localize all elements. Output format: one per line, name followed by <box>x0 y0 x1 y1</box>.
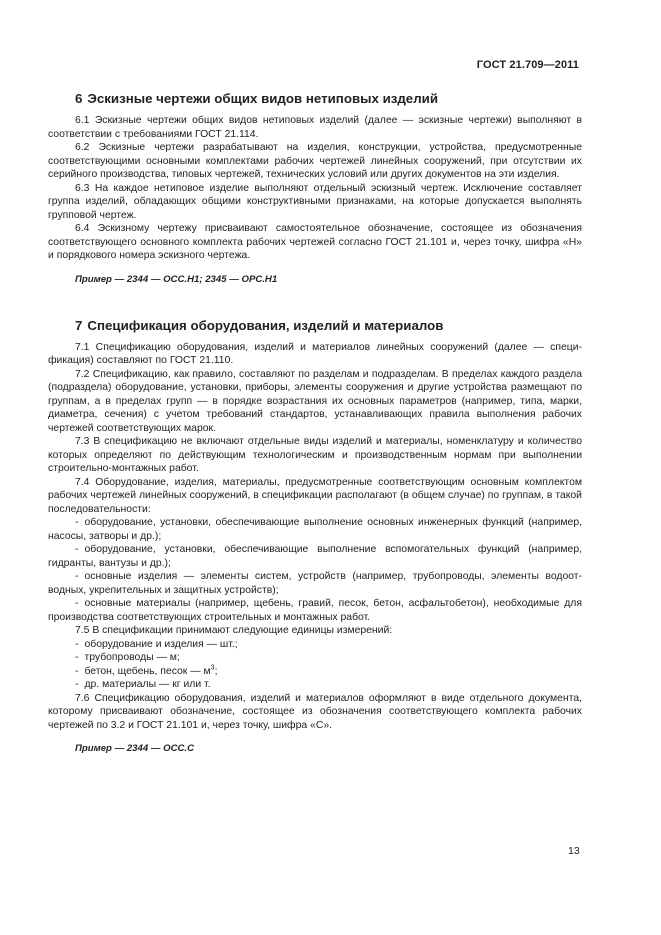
paragraph-6-1: 6.1 Эскизные чертежи общих видов нетиповых изделий (далее — эскизные чертежи) выполняют в соответствии с требованиями ГОСТ 21.114. <box>48 115 582 140</box>
unit-item: - др. материалы — кг или т. <box>75 679 211 690</box>
section-7 <box>48 318 582 756</box>
section-7-title: Спецификация оборудования, изделий и материалов <box>87 317 444 333</box>
paragraph-6-4: 6.4 Эскизному чертежу присваивают самостоятельное обозначение, состоящее из обозначения соответствующего основного комплекта рабочих чертежей согласно ГОСТ 21.101 и, через точку, шифра «Н» и порядкового номера эскизного чертежа. <box>48 223 582 261</box>
paragraph-7-5: 7.5 В спецификации принимают следующие единицы измерений: <box>75 625 393 636</box>
unit-item: - бетон, щебень, песок — $м^3$; <box>75 664 218 677</box>
paragraph-7-4: 7.4 Оборудование, изделия, материалы, предусмотренные соответствующим основным комплектом рабочих чертежей линейных сооружений, в спецификации располагают (в общем случае) по группам, в такой последовательности: <box>48 476 582 515</box>
unit-item: - трубопроводы — м; <box>75 652 180 663</box>
paragraph-7-2: 7.2 Спецификацию, как правило, составляют по разделам и подразделам. В пределах каждого раздела (подраздела) оборудование, установки, приборы, элементы сооружения и другие устройства размещают по группам, а в пределах групп — в порядке возрастания их основных параметров (например, типа, марки, диаметра, сечения) с учетом требований стандартов, устанавливающих правила выполнения рабочих чертежей соответствующих марок. <box>48 368 582 434</box>
paragraph-7-6: 7.6 Спецификацию оборудования, изделий и материалов оформляют в виде отдельного документа, которому присваивают обозначение, состоящее из обозначения соответствующего комплекта рабочих чертежей по 3.2 и ГОСТ 21.101 и, через точку, шифра «С». <box>48 692 582 731</box>
paragraph-7-3: 7.3 В спецификацию не включают отдельные виды изделий и материалы, номенклатуру и количество которых определяют по действующим технологическим и производственным нормам при выполнении строительно-монтажных работ. <box>48 436 582 474</box>
page-content <box>48 91 582 755</box>
section-6 <box>48 91 582 286</box>
document-code: ГОСТ 21.709—2011 <box>476 59 579 71</box>
list-item: - основные изделия — элементы систем, устройств (например, трубопроводы, элементы водоотводных, укрепительных и защитных устройств); <box>48 571 582 596</box>
paragraph-7-1: 7.1 Спецификацию оборудования, изделий и материалов линейных сооружений (далее — спецификация) составляют по ГОСТ 21.110. <box>48 341 582 366</box>
section-7-heading <box>48 318 582 334</box>
list-item: - оборудование, установки, обеспечивающие выполнение вспомогательных функций (например, гидранты, вантузы и др.); <box>48 544 582 569</box>
unit-item: - оборудование и изделия — шт.; <box>75 638 238 650</box>
paragraph-6-2: 6.2 Эскизные чертежи разрабатывают на изделия, конструкции, устройства, предусмотренные соответствующими основными комплектами рабочих чертежей линейных сооружений, при отсутствии их серийного производства, типовых чертежей, технических условий или других документов на эти изделия. <box>48 142 582 180</box>
list-item: - оборудование, установки, обеспечивающие выполнение основных инженерных функций (например, насосы, затворы и др.); <box>48 517 582 542</box>
section-7-number: 7 <box>75 317 83 333</box>
example-7: Пример — 2344 — ОСС.С <box>75 743 195 754</box>
section-6-heading <box>48 91 582 107</box>
page-number: 13 <box>568 845 580 857</box>
section-6-title: Эскизные чертежи общих видов нетиповых изделий <box>87 91 438 106</box>
paragraph-6-3: 6.3 На каждое нетиповое изделие выполняют отдельный эскизный чертеж. Исключение составляет группа изделий, обладающих общими конструктивными признаками, на которые допускается выполнять групповой чертеж. <box>48 182 582 221</box>
list-item: - основные материалы (например, щебень, гравий, песок, бетон, асфальтобетон), необходимые для производства соответствующих строительных и монтажных работ. <box>48 598 582 623</box>
example-6: Пример — 2344 — ОСС.Н1; 2345 — ОРС.Н1 <box>75 273 278 285</box>
section-6-number: 6 <box>75 91 83 106</box>
